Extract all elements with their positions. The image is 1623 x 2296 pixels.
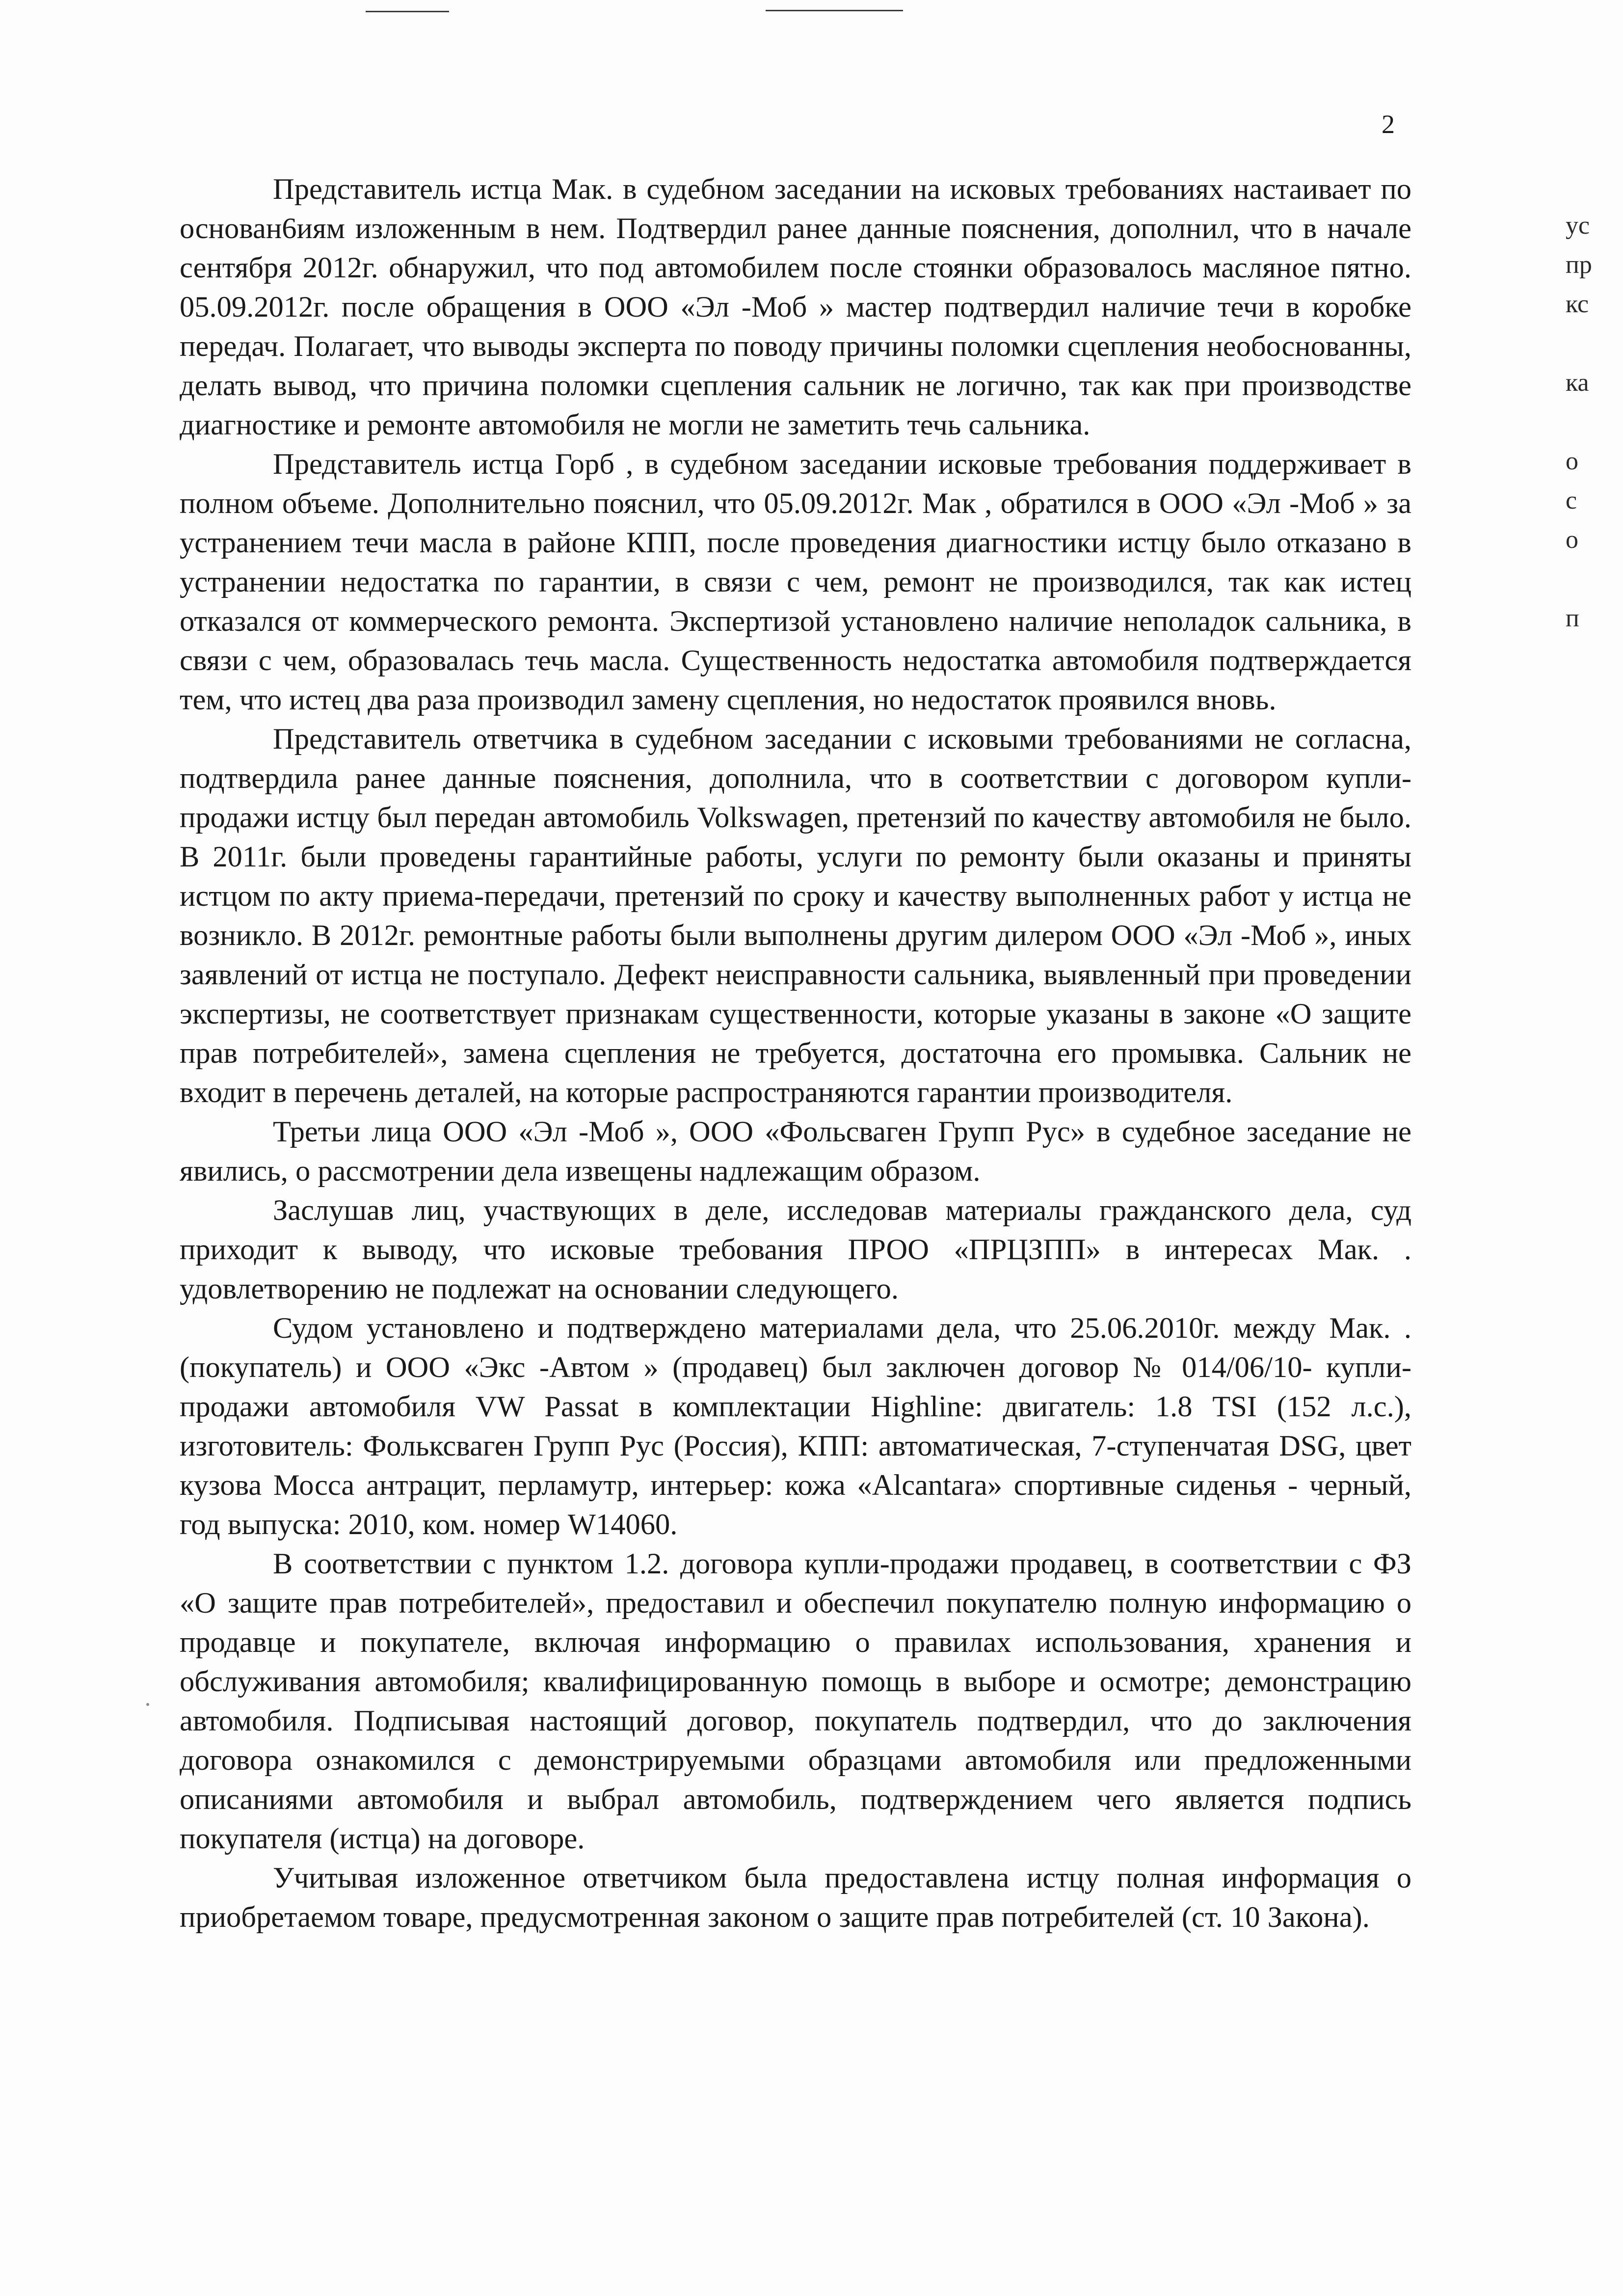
- margin-fragment: кс: [1566, 290, 1589, 318]
- paragraph-information-provided: Учитывая изложенное ответчиком была предоставлена истцу полная информация о приобретаемом товаре, предусмотренная законом о защите прав потребителей (ст. 10 Закона).: [180, 1862, 1411, 1934]
- margin-fragment: [1566, 403, 1620, 442]
- paragraph-third-parties: Третьи лица ООО «Эл -Моб », ООО «Фольсваген Групп Рус» в судебное заседание не явились, о рассмотрении дела извещены надлежащим образом.: [180, 1115, 1411, 1188]
- paragraph-defendant-representative: Представитель ответчика в судебном заседании с исковыми требованиями не согласна, подтвердила ранее данные пояснения, дополнила, что в соответствии с договором купли-продажи истцу был передан автомобиль Volkswagen, претензий по качеству автомобиля не было. В 2011г. были проведены гарантийные работы, услуги по ремонту были оказаны и приняты истцом по акту приема-передачи, претензий по сроку и качеству выполненных работ у истца не возникло. В 2012г. ремонтные работы были выполнены другим дилером ООО «Эл -Моб », иных заявлений от истца не поступало. Дефект неисправности сальника, выявленный при проведении экспертизы, не соответствует признакам существенности, которые указаны в законе «О защите прав потребителей», замена сцепления не требуется, достаточна его промывка. Сальник не входит в перечень деталей, на которые распространяются гарантии производителя.: [180, 723, 1411, 1109]
- scan-artifact-line: [766, 10, 903, 11]
- margin-fragment: пр: [1566, 251, 1592, 279]
- margin-fragment: п: [1566, 604, 1579, 632]
- margin-fragment: ус: [1566, 212, 1590, 240]
- page-number: 2: [1382, 109, 1395, 139]
- margin-fragment: о: [1566, 447, 1578, 475]
- margin-fragment: ка: [1566, 369, 1589, 397]
- paragraph-contract-facts: Судом установлено и подтверждено материалами дела, что 25.06.2010г. между Мак. . (покупатель) и ООО «Экс -Автом » (продавец) был заключен договор № 014/06/10- купли-продажи автомобиля VW Passat в комплектации Highline: двигатель: 1.8 TSI (152 л.с.), изготовитель: Фольксваген Групп Рус (Россия), КПП: автоматическая, 7-ступенчатая DSG, цвет кузова Мосса антрацит, перламутр, интерьер: кожа «Alcantara» спортивные сиденья - черный, год выпуска: 2010, ком. номер W14060.: [180, 1312, 1411, 1541]
- margin-fragment: [1566, 324, 1620, 363]
- right-margin-fragments: [1566, 206, 1620, 638]
- document-body: [180, 170, 1411, 1937]
- margin-fragment: о: [1566, 526, 1578, 554]
- paragraph-plaintiff-representative-2: Представитель истца Горб , в судебном заседании исковые требования поддерживает в полном объеме. Дополнительно пояснил, что 05.09.2012г. Мак , обратился в ООО «Эл -Моб » за устранением течи масла в районе КПП, после проведения диагностики истцу было отказано в устранении недостатка по гарантии, в связи с чем, ремонт не производился, так как истец отказался от коммерческого ремонта. Экспертизой установлено наличие неполадок сальника, в связи с чем, образовалась течь масла. Существенность недостатка автомобиля подтверждается тем, что истец два раза производил замену сцепления, но недостаток проявился вновь.: [180, 448, 1411, 716]
- margin-fragment: с: [1566, 486, 1577, 514]
- scan-artifact-line: [366, 11, 449, 12]
- scan-speck: [146, 1703, 149, 1706]
- margin-fragment: [1566, 560, 1620, 599]
- paragraph-court-conclusion: Заслушав лиц, участвующих в деле, исследовав материалы гражданского дела, суд приходит к выводу, что исковые требования ПРОО «ПРЦЗПП» в интересах Мак. . удовлетворению не подлежат на основании следующего.: [180, 1194, 1411, 1305]
- paragraph-plaintiff-representative-1: Представитель истца Мак. в судебном заседании на исковых требованиях настаивает по основан6иям изложенным в нем. Подтвердил ранее данные пояснения, дополнил, что в начале сентября 2012г. обнаружил, что под автомобилем после стоянки образовалось масляное пятно. 05.09.2012г. после обращения в ООО «Эл -Моб » мастер подтвердил наличие течи в коробке передач. Полагает, что выводы эксперта по поводу причины поломки сцепления необоснованны, делать вывод, что причина поломки сцепления сальник не логично, так как при производстве диагностике и ремонте автомобиля не могли не заметить течь сальника.: [180, 173, 1411, 441]
- paragraph-contract-clause: В соответствии с пунктом 1.2. договора купли-продажи продавец, в соответствии с ФЗ «О защите прав потребителей», предоставил и обеспечил покупателю полную информацию о продавце и покупателе, включая информацию о правилах использования, хранения и обслуживания автомобиля; квалифицированную помощь в выборе и осмотре; демонстрацию автомобиля. Подписывая настоящий договор, покупатель подтвердил, что до заключения договора ознакомился с демонстрируемыми образцами автомобиля или предложенными описаниями автомобиля и выбрал автомобиль, подтверждением чего является подпись покупателя (истца) на договоре.: [180, 1547, 1411, 1855]
